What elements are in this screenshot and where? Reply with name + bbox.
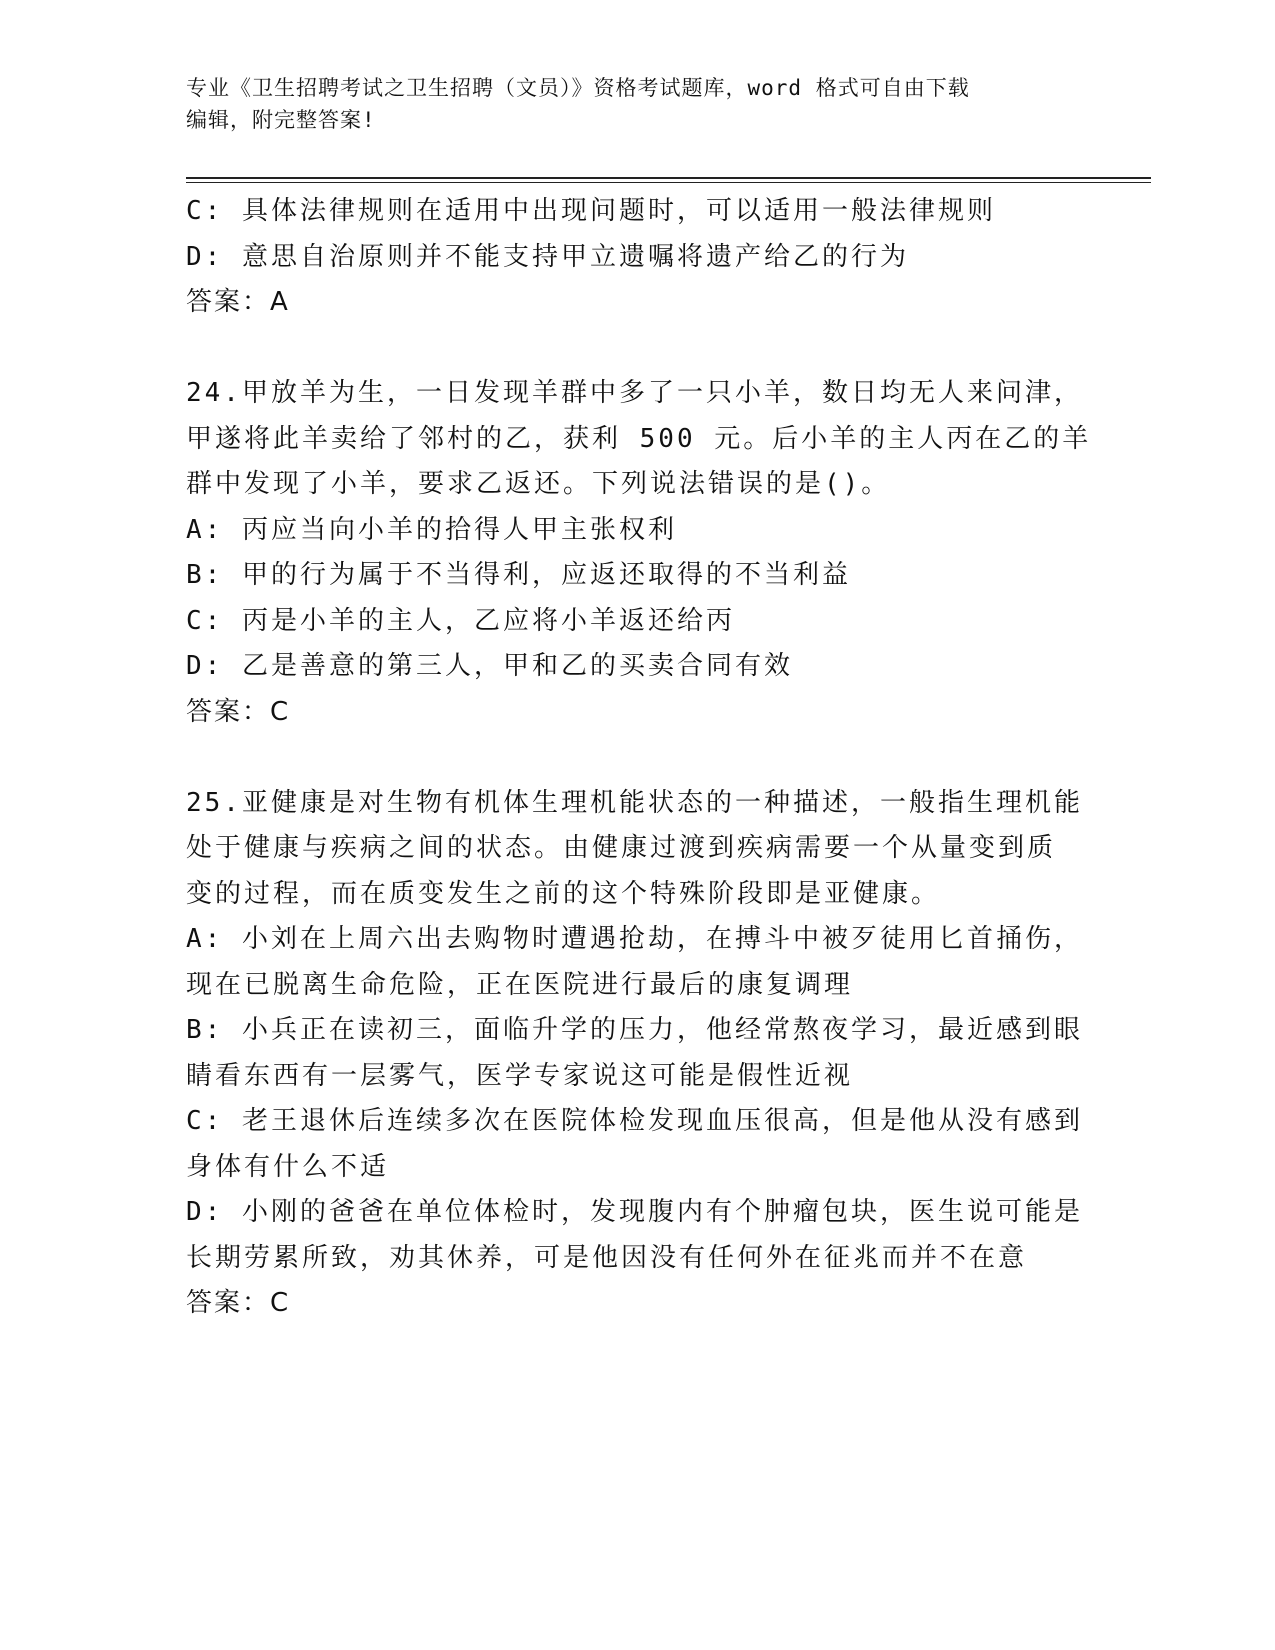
spacer	[186, 326, 1086, 372]
question-stem-line: 群中发现了小羊，要求乙返还。下列说法错误的是()。	[186, 469, 891, 499]
document-content	[186, 189, 1092, 1327]
question-24-block	[186, 371, 1092, 735]
option-c-continued: 身体有什么不适	[186, 1151, 390, 1182]
option-b-continued: 睛看东西有一层雾气，医学专家说这可能是假性近视	[186, 1060, 854, 1091]
option-c: C: 具体法律规则在适用中出现问题时，可以适用一般法律规则	[186, 196, 996, 226]
question-stem-line: 变的过程，而在质变发生之前的这个特殊阶段即是亚健康。	[186, 878, 941, 909]
option-a-continued: 现在已脱离生命危险，正在医院进行最后的康复调理	[186, 969, 854, 1000]
header-line-1: 专业《卫生招聘考试之卫生招聘（文员）》资格考试题库，word 格式可自由下载	[186, 76, 970, 100]
spacer	[186, 735, 1086, 781]
question-stem-line: 25.亚健康是对生物有机体生理机能状态的一种描述，一般指生理机能	[186, 787, 1083, 818]
question-stem-line: 24.甲放羊为生，一日发现羊群中多了一只小羊，数日均无人来问津，	[186, 378, 1083, 408]
option-b: B: 甲的行为属于不当得利，应返还取得的不当利益	[186, 560, 851, 590]
option-c: C: 丙是小羊的主人，乙应将小羊返还给丙	[186, 605, 735, 636]
question-stem-line: 处于健康与疾病之间的状态。由健康过渡到疾病需要一个从量变到质	[186, 833, 1057, 863]
answer-line: 答案：A	[186, 287, 290, 317]
header-rule-thick	[186, 177, 1151, 179]
option-d: D: 小刚的爸爸在单位体检时，发现腹内有个肿瘤包块，医生说可能是	[186, 1197, 1083, 1227]
header-rule-thin	[186, 182, 1151, 183]
prev-question-block	[186, 189, 1086, 326]
option-d: D: 意思自治原则并不能支持甲立遗嘱将遗产给乙的行为	[186, 241, 909, 272]
option-d: D: 乙是善意的第三人，甲和乙的买卖合同有效	[186, 651, 793, 681]
option-a: A: 丙应当向小羊的拾得人甲主张权利	[186, 514, 677, 545]
question-stem-line: 甲遂将此羊卖给了邻村的乙，获利 500 元。后小羊的主人丙在乙的羊	[186, 423, 1092, 454]
document-header	[186, 72, 1066, 136]
header-line-2: 编辑，附完整答案!	[186, 108, 376, 132]
option-c: C: 老王退休后连续多次在医院体检发现血压很高，但是他从没有感到	[186, 1106, 1083, 1136]
question-25-block	[186, 781, 1086, 1327]
option-d-continued: 长期劳累所致，劝其休养，可是他因没有任何外在征兆而并不在意	[186, 1242, 1028, 1273]
option-b: B: 小兵正在读初三，面临升学的压力，他经常熬夜学习，最近感到眼	[186, 1015, 1083, 1045]
answer-line: 答案：C	[186, 1288, 291, 1318]
option-a: A: 小刘在上周六出去购物时遭遇抢劫，在搏斗中被歹徒用匕首捅伤，	[186, 924, 1083, 954]
answer-line: 答案：C	[186, 696, 291, 727]
